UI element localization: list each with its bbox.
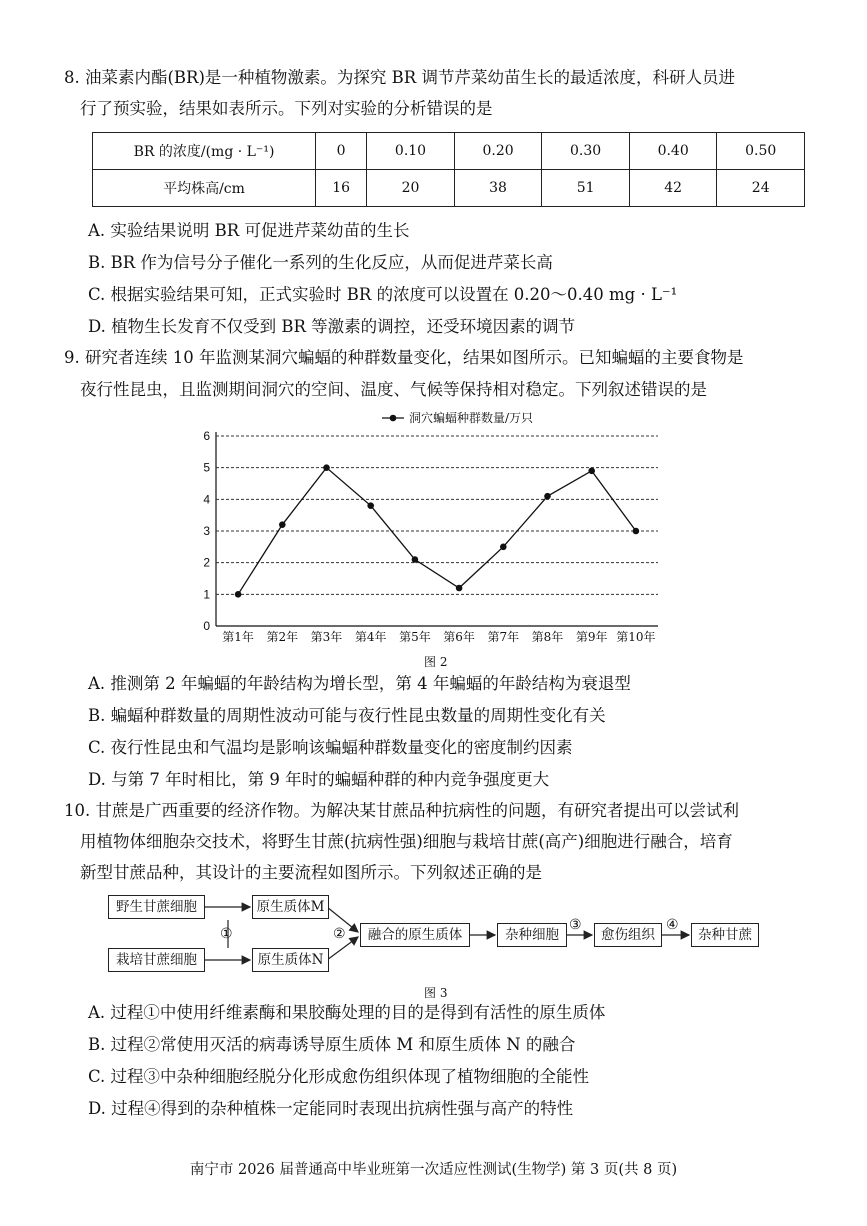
y-tick-label: 3 — [203, 524, 210, 538]
table-cell: 51 — [542, 170, 630, 207]
table-cell: 42 — [629, 170, 717, 207]
table-cell: 38 — [454, 170, 542, 207]
q10-stem-line1: 10. 甘蔗是广西重要的经济作物。为解决某甘蔗品种抗病性的问题，有研究者提出可以尝试利 — [64, 801, 739, 820]
fused-protoplast-box: 融合的原生质体 — [360, 923, 470, 947]
q10-stem-line3: 新型甘蔗品种，其设计的主要流程如图所示。下列叙述正确的是 — [80, 863, 542, 882]
hybrid-cane-box: 杂种甘蔗 — [691, 923, 759, 947]
x-tick-label: 第3年 — [310, 630, 343, 644]
step1-label: ① — [220, 926, 233, 942]
q10-option-c: C. 过程③中杂种细胞经脱分化形成愈伤组织体现了植物细胞的全能性 — [88, 1067, 590, 1086]
y-tick-label: 6 — [203, 429, 210, 443]
table-cell: 0.30 — [542, 133, 630, 170]
callus-box: 愈伤组织 — [594, 923, 662, 947]
y-tick-label: 0 — [203, 619, 210, 633]
step3-label: ③ — [569, 917, 582, 933]
x-tick-label: 第7年 — [487, 630, 520, 644]
table-cell: 0.20 — [454, 133, 542, 170]
y-tick-label: 4 — [203, 492, 210, 507]
q10-option-a: A. 过程①中使用纤维素酶和果胶酶处理的目的是得到有活性的原生质体 — [88, 1003, 606, 1022]
q10-option-d: D. 过程④得到的杂种植株一定能同时表现出抗病性强与高产的特性 — [88, 1099, 574, 1118]
q8-option-a: A. 实验结果说明 BR 可促进芹菜幼苗的生长 — [88, 221, 410, 240]
x-tick-label: 第1年 — [222, 630, 254, 644]
cultivated-cane-cell-box: 栽培甘蔗细胞 — [108, 948, 205, 972]
figure2-caption: 图 2 — [424, 655, 448, 669]
q9-option-b: B. 蝙蝠种群数量的周期性波动可能与夜行性昆虫数量的周期性变化有关 — [88, 706, 606, 725]
x-tick-label: 第5年 — [399, 630, 431, 644]
q9-option-d: D. 与第 7 年时相比，第 9 年时的蝙蝠种群的种内竞争强度更大 — [88, 770, 550, 789]
x-tick-label: 第4年 — [354, 630, 387, 644]
q9-stem-line1: 9. 研究者连续 10 年监测某洞穴蝙蝠的种群数量变化，结果如图所示。已知蝙蝠的主要食物是 — [64, 348, 744, 367]
protoplast-m-box: 原生质体M — [252, 895, 329, 919]
page-footer: 南宁市 2026 届普通高中毕业班第一次适应性测试(生物学) 第 3 页(共 8 页) — [189, 1162, 678, 1178]
q10-stem-line2: 用植物体细胞杂交技术，将野生甘蔗(抗病性强)细胞与栽培甘蔗(高产)细胞进行融合，培育 — [80, 832, 733, 851]
q8-stem-line1: 8. 油菜素内酯(BR)是一种植物激素。为探究 BR 调节芹菜幼苗生长的最适浓度，科研人员进 — [64, 68, 735, 87]
q9-option-c: C. 夜行性昆虫和气温均是影响该蝙蝠种群数量变化的密度制约因素 — [88, 738, 573, 757]
table-cell: 0.50 — [717, 133, 805, 170]
figure3-caption: 图 3 — [424, 986, 448, 1000]
protoplast-n-box: 原生质体N — [252, 948, 329, 972]
q8-stem-line2: 行了预实验，结果如表所示。下列对实验的分析错误的是 — [80, 99, 493, 118]
table-cell: 16 — [316, 170, 367, 207]
table-cell: 24 — [717, 170, 805, 207]
x-tick-label: 第6年 — [443, 630, 475, 644]
q8-option-c: C. 根据实验结果可知，正式实验时 BR 的浓度可以设置在 0.20～0.40 mg · L⁻¹ — [88, 285, 678, 304]
x-tick-label: 第9年 — [575, 630, 608, 644]
legend-label: 洞穴蝙蝠种群数量/万只 — [409, 411, 534, 425]
table-cell: 0 — [316, 133, 367, 170]
wild-cane-cell-box: 野生甘蔗细胞 — [108, 895, 205, 919]
table-header-height: 平均株高/cm — [93, 170, 316, 207]
step2-label: ② — [333, 926, 346, 942]
x-tick-label: 第8年 — [531, 630, 564, 644]
y-tick-label: 2 — [203, 555, 210, 570]
q8-option-b: B. BR 作为信号分子催化一系列的生化反应，从而促进芹菜长高 — [88, 253, 553, 272]
hybrid-cell-box: 杂种细胞 — [497, 923, 567, 947]
step4-label: ④ — [666, 917, 679, 933]
x-tick-label: 第10年 — [616, 630, 656, 644]
x-tick-label: 第2年 — [266, 630, 299, 644]
table-cell: 0.10 — [367, 133, 455, 170]
table-cell: 0.40 — [629, 133, 717, 170]
q8-option-d: D. 植物生长发育不仅受到 BR 等激素的调控，还受环境因素的调节 — [88, 317, 576, 336]
table-header-concentration: BR 的浓度/(mg · L⁻¹) — [93, 133, 316, 170]
q10-option-b: B. 过程②常使用灭活的病毒诱导原生质体 M 和原生质体 N 的融合 — [88, 1035, 576, 1054]
y-tick-label: 1 — [203, 587, 210, 602]
q9-option-a: A. 推测第 2 年蝙蝠的年龄结构为增长型，第 4 年蝙蝠的年龄结构为衰退型 — [88, 674, 631, 693]
table-cell: 20 — [367, 170, 455, 207]
y-tick-label: 5 — [203, 460, 210, 475]
q9-stem-line2: 夜行性昆虫，且监测期间洞穴的空间、温度、气候等保持相对稳定。下列叙述错误的是 — [80, 380, 707, 399]
